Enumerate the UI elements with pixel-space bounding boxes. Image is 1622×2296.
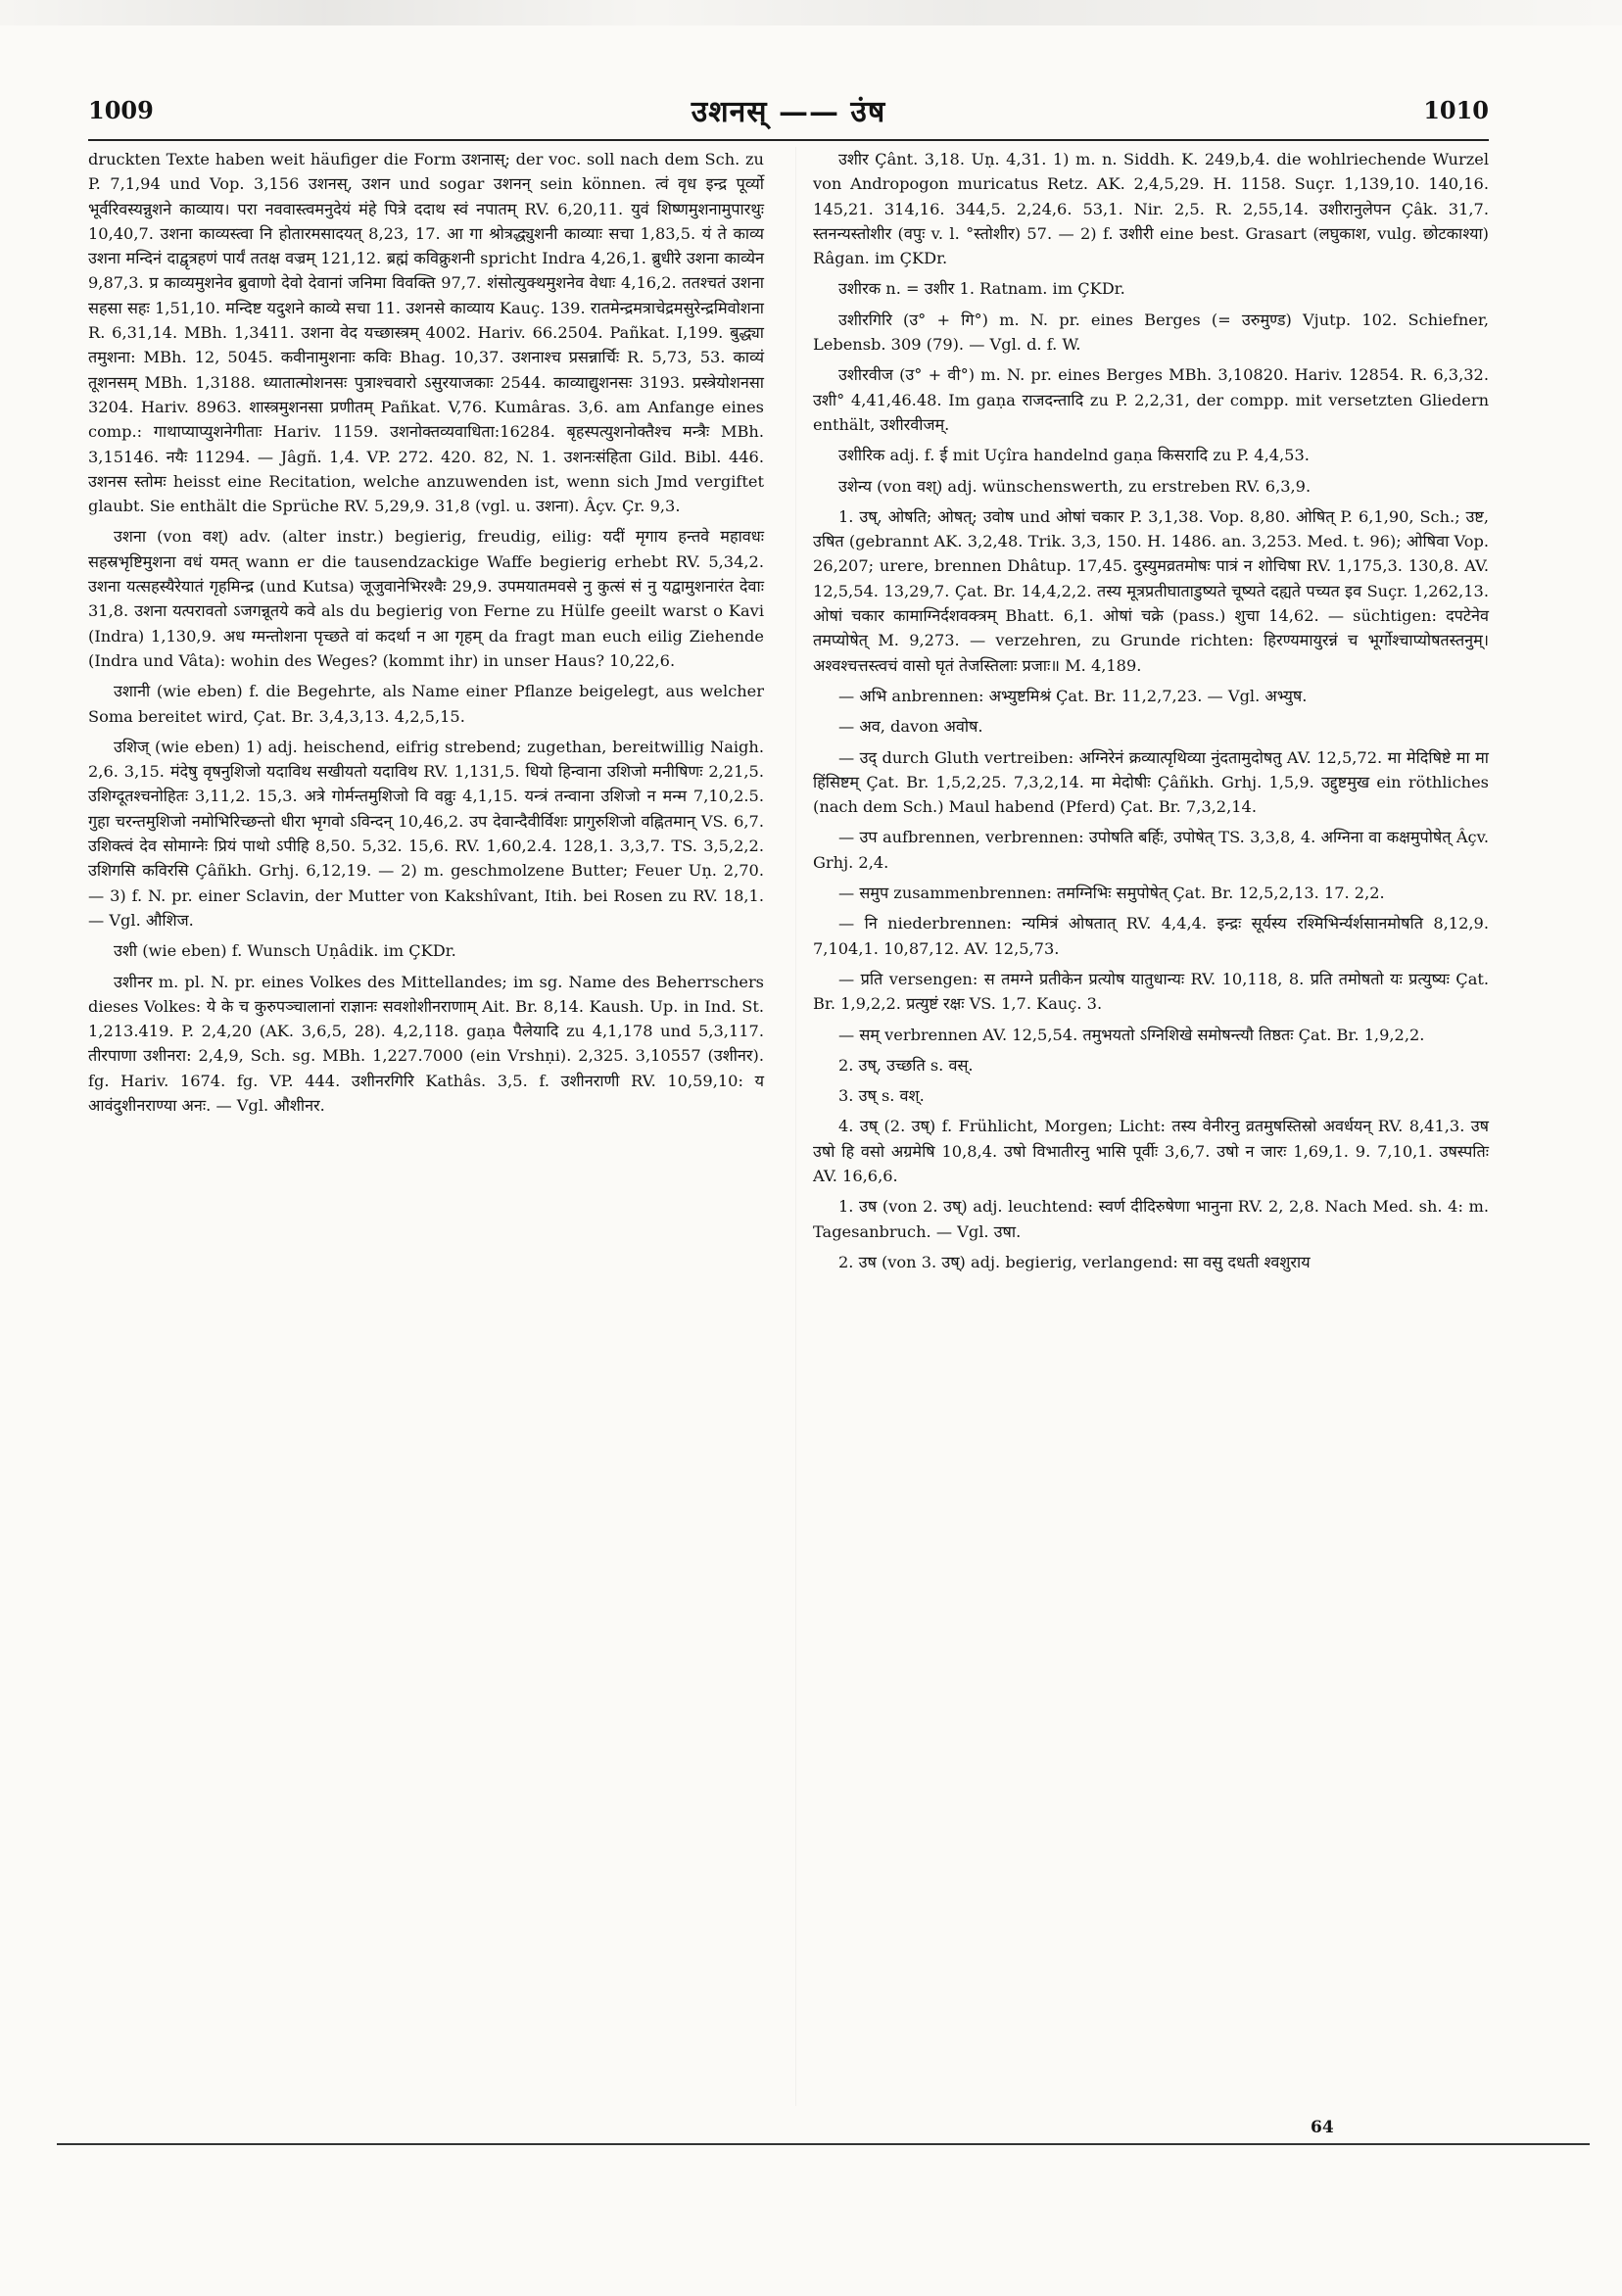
- entry-text: 3. उष् s. वश्.: [838, 1086, 925, 1106]
- dictionary-entry: [813, 1250, 1489, 1274]
- page-header: [88, 86, 1489, 135]
- dictionary-entry: [813, 1194, 1495, 1244]
- dictionary-entry: [88, 735, 770, 933]
- entry-text: — उद् durch Gluth vertreiben: अग्निरेनं क्रव्यात्पृथिव्या नुंदतामुदोषतु AV. 12,5,72. मा मेदिषिष्टे मा मा हिंसिष्टम् Çat. Br. 1,5,2,25. 7,3,2,14. मा मेदोषीः Çâñkh. Grhj. 1,5,9. उद्दुष्टमुख ein röthliches (nach dem Sch.) Maul habend (Pferd) Çat. Br. 7,3,2,14.: [813, 747, 1495, 817]
- dictionary-entry: [88, 679, 770, 729]
- dictionary-entry: [813, 147, 1495, 270]
- dictionary-entry: [813, 825, 1495, 875]
- entry-text: druckten Texte haben weit häufiger die Form उशनास्; der voc. soll nach dem Sch. zu P. 7,1,94 und Vop. 3,156 उशनस्, उशन und sogar उशनन् sein können. त्वं वृध इन्द्र पूर्व्यो भूर्वरिवस्यन्नुशने काव्याय। परा नववास्त्वमनुदेयं मंहे पित्रे ददाथ स्वं नपातम् RV. 6,20,11. युवं शिष्णमुशनामुपारथुः 10,40,7. उशना काव्यस्त्वा नि होतारमसादयत् 8,23, 17. आ गा श्रोत्रद्ध्युशनी काव्याः सचा 1,83,5. यं ते काव्य उशना मन्दिनं दाद्वृत्रहणं पार्यं ततक्ष वज्रम् 121,12. ब्रह्मं कविक्रुशनी spricht Indra 4,26,1. ब्रुधीरे उशना काव्येन 9,87,3. प्र काव्यमुशनेव ब्रुवाणो देवो देवानां जनिमा विवक्ति 97,7. शंसोत्युक्थमुशनेव वेधाः 4,16,2. ततश्चतं उशना सहसा सहः 1,51,10. मन्दिष्ट यदुशने काव्ये सचा 11. उशनसे काव्याय Kauç. 139. रातमेन्द्रमत्राचेद्रमसुरेन्द्रमिवोशना R. 6,31,14. MBh. 1,3411. उशना वेद यच्छास्त्रम् 4002. Hariv. 66.2504. Pañkat. I,199. बुद्ध्या तमुशना: MBh. 12, 5045. कवीनामुशनाः कविः Bhag. 10,37. उशनाश्च प्रसन्नार्चिः R. 5,73, 53. काव्यं तूशनसम् MBh. 1,3188. ध्यातात्मोशनसः पुत्राश्चवारो ऽसुरयाजकाः 2544. काव्याद्युशनसः 3193. प्रस्त्रेयोशनसा 3204. Hariv. 8963. शास्त्रमुशनसा प्रणीतम् Pañkat. V,76. Kumâras. 3,6. am Anfange eines comp.: गाथाप्याप्युशनेगीताः Hariv. 1159. उशनोक्तव्यवाधिता:16284. बृहस्पत्युशनोक्तैश्च मन्त्रैः MBh. 3,15146. नयैः 11294. — Jâgñ. 1,4. VP. 272. 420. 82, N. 1. उशनःसंहिता Gild. Bibl. 446. उशनस स्तोमः heisst eine Recitation, welche anzuwenden ist, wenn sich Jmd vergiftet glaubt. Sie enthält die Sprüche RV. 5,29,9. 31,8 (vgl. u. उशना). Âçv. Çr. 9,3.: [88, 150, 770, 516]
- column-gutter: [795, 147, 796, 2106]
- entry-text: — प्रति versengen: स तमग्ने प्रतीकेन प्रत्योष यातुधान्यः RV. 10,118, 8. प्रति तमोषतो यः प्रत्युष्यः Çat. Br. 1,9,2,2. प्रत्युष्टं रक्षः VS. 1,7. Kauç. 3.: [813, 969, 1495, 1014]
- footer-rule: [57, 2143, 1590, 2145]
- dictionary-entry: [813, 504, 1495, 678]
- running-head: उशनस् —— उंष: [691, 95, 886, 129]
- left-page-number: 1009: [88, 96, 154, 124]
- entry-text: उशीरगिरि (उ° + गि°) m. N. pr. eines Berges (= उरुमुण्ड) Vjutp. 102. Schiefner, Lebensb. 309 (79). — Vgl. d. f. W.: [813, 310, 1495, 355]
- entry-text: — अभि anbrennen: अभ्युष्टमिश्रं Çat. Br. 11,2,7,23. — Vgl. अभ्युष.: [838, 686, 1308, 705]
- dictionary-entry: [813, 474, 1489, 499]
- entry-text: — अव, davon अवोष.: [838, 717, 983, 737]
- entry-text: उशीरिक adj. f. ई mit Uçîra handelnd gaṇa किसरादि zu P. 4,4,53.: [838, 446, 1310, 465]
- dictionary-entry: [813, 276, 1489, 301]
- entry-text: उशीनर m. pl. N. pr. eines Volkes des Mittellandes; im sg. Name des Beherrschers dieses Volkes: ये के च कुरुपञ्चालानां राज्ञानः सवशोशीनराणाम् Ait. Br. 8,14. Kaush. Up. in Ind. St. 1,213.419. P. 2,4,20 (AK. 3,6,5, 28). 4,2,118. gaṇa पैलेयादि zu 4,1,178 und 5,3,117. तीरपाणा उशीनरा: 2,4,9, Sch. sg. MBh. 1,227.7000 (ein Vrshṇi). 2,325. 3,10557 (उशीनर). fg. Hariv. 1674. fg. VP. 444. उशीनरगिरि Kathâs. 3,5. f. उशीनराणी RV. 10,59,10: य आवंदुशीनराण्या अनः. — Vgl. औशीनर.: [88, 972, 770, 1115]
- dictionary-entry: [813, 967, 1495, 1017]
- entry-text: — सम् verbrennen AV. 12,5,54. तमुभयतो ऽग्निशिखे समोषन्त्यौ तिष्ठतः Çat. Br. 1,9,2,2.: [838, 1025, 1425, 1044]
- dictionary-entry: [813, 362, 1495, 437]
- left-column: [88, 147, 770, 1124]
- dictionary-entry: [813, 684, 1489, 708]
- entry-text: — उप aufbrennen, verbrennen: उपोषति बर्हिः, उपोषेत् TS. 3,3,8, 4. अग्निना वा कक्षमुपोषेत् Âçv. Grhj. 2,4.: [813, 828, 1495, 872]
- dictionary-entry: [813, 881, 1489, 905]
- entry-text: उशीरवीज (उ° + वी°) m. N. pr. eines Berges MBh. 3,10820. Hariv. 12854. R. 6,3,32. उशी° 4,41,46.48. Im gaṇa राजदन्तादि zu P. 2,2,31, der compp. mit versetzten Gliedern enthält, उशीरवीजम्.: [813, 365, 1495, 434]
- scan-edge-noise: [0, 0, 1622, 25]
- entry-text: 2. उष (von 3. उष्) adj. begierig, verlangend: सा वसु दधती श्वशुराय: [838, 1252, 1311, 1271]
- entry-text: उशिज् (wie eben) 1) adj. heischend, eifrig strebend; zugethan, bereitwillig Naigh. 2,6. 3,15. मंदेषु वृषनुशिजो यदाविथ सखीयतो यदाविथ RV. 1,131,5. धियो हिन्वाना उशिजो मनीषिणः 2,21,5. उशिग्दूतश्चनोहितः 3,11,2. 15,3. अत्रे गोर्मन्तमुशिजो वि वव्रुः 4,1,15. यन्त्रं तन्वाना उशिजो न मन्म 7,10,2.5. गुहा चरन्तमुशिजो नमोभिरिच्छन्तो धीरा भृगवो ऽविन्दन् 10,46,2. उप देवान्दैवीर्विशः प्रागुरुशिजो वह्नितमान् VS. 6,7. उशिक्त्वं देव सोमाग्नेः प्रियं पाथो ऽपीहि 8,50. 5,32. 15,6. RV. 1,60,2.4. 128,1. 3,3,7. TS. 3,5,2,2. उशिगसि कविरसि Çâñkh. Grhj. 6,12,19. — 2) m. geschmolzene Butter; Feuer Uṇ. 2,70. — 3) f. N. pr. einer Sclavin, der Mutter von Kakshîvant, Itih. bei Rosen zu RV. 18,1. — Vgl. औशिज.: [88, 737, 770, 930]
- entry-text: — नि niederbrennen: न्यमित्रं ओषतात् RV. 4,4,4. इन्द्रः सूर्यस्य रश्मिभिर्न्यर्शसानमोषति 8,12,9. 7,104,1. 10,87,12. AV. 12,5,73.: [813, 914, 1495, 958]
- entry-text: 1. उष्, ओषति; ओषत्; उवोष und ओषां चकार P. 3,1,38. Vop. 8,80. ओषित् P. 6,1,90, Sch.; उष्ट, उषित (gebrannt AK. 3,2,48. Trik. 3,3, 150. H. 1486. an. 3,253. Med. t. 96); ओषिवा Vop. 26,207; urere, brennen Dhâtup. 17,45. दुस्युमव्रतमोषः पात्रं न शोचिषा RV. 1,175,3. 130,8. AV. 12,5,54. 13,29,7. Çat. Br. 14,4,2,2. तस्य मूत्रप्रतीघाताडुष्यते चूष्यते दह्यते पच्यत इव Suçr. 1,262,13. ओषां चकार कामाग्निर्दशवक्त्रम् Bhatt. 6,1. ओषां चक्रे (pass.) शुचा 14,62. — süchtigen: दपटेनेव तमप्योषेत् M. 9,273. — verzehren, zu Grunde richten: हिरण्यमायुरन्नं च भूर्गोश्चाप्योषतस्तनुम्। अश्वश्चत्तस्त्वचं वासो घृतं तेजस्तिलाः प्रजाः॥ M. 4,189.: [813, 506, 1495, 675]
- dictionary-entry: [813, 308, 1495, 358]
- entry-text: उशना (von वश्) adv. (alter instr.) begierig, freudig, eilig: यदीं मृगाय हन्तवे महावधः सहस्रभृष्टिमुशना वधं यमत् wann er die tausendzackige Waffe begierig erhebt RV. 5,34,2. उशना यत्सहस्यैरेयातं गृहमिन्द्र (und Kutsa) जूजुवानेभिरश्वैः 29,9. उपमयातमवसे नु कुत्सं सं नु यद्वामुशनारंत देवाः 31,8. उशना यत्परावतो ऽजगन्नूतये कवे als du begierig von Ferne zu Hülfe geeilt warst o Kavi (Indra) 1,130,9. अध ग्मन्तोशना पृच्छते वां कदर्था न आ गृहम् da fragt man euch eilig Ziehende (Indra und Vâta): wohin des Weges? (kommt ihr) in unser Haus? 10,22,6.: [88, 527, 770, 670]
- right-column: [813, 147, 1495, 1280]
- dictionary-entry: [88, 938, 764, 963]
- entry-text: उशीर Çânt. 3,18. Uṇ. 4,31. 1) m. n. Siddh. K. 249,b,4. die wohlriechende Wurzel von Andropogon muricatus Retz. AK. 2,4,5,29. H. 1158. Suçr. 1,139,10. 140,16. 145,21. 314,16. 344,5. 2,24,6. 53,1. Nir. 2,5. R. 2,55,14. उशीरानुलेपन Çâk. 31,7. स्तनन्यस्तोशीर (वपुः v. l. °स्तोशीर) 57. — 2) f. उशीरी eine best. Grasart (लघुकाश, vulg. छोटकाश्या) Râgan. im ÇKDr.: [813, 150, 1495, 268]
- dictionary-entry: [813, 1023, 1489, 1047]
- dictionary-entry: [813, 714, 1489, 739]
- dictionary-entry: [813, 443, 1489, 467]
- entry-text: 1. उष (von 2. उष्) adj. leuchtend: स्वर्ण दीदिरुषेणा भानुना RV. 2, 2,8. Nach Med. sh. 4: m. Tagesanbruch. — Vgl. उषा.: [813, 1197, 1495, 1241]
- dictionary-entry: [88, 147, 770, 518]
- entry-text: — समुप zusammenbrennen: तमग्निभिः समुपोषेत् Çat. Br. 12,5,2,13. 17. 2,2.: [838, 884, 1385, 903]
- dictionary-entry: [813, 1053, 1489, 1077]
- entry-text: उशी (wie eben) f. Wunsch Uṇâdik. im ÇKDr.: [114, 941, 456, 961]
- entry-text: 2. उष्, उच्छति s. वस्.: [838, 1055, 974, 1075]
- dictionary-entry: [813, 1083, 1489, 1108]
- right-page-number: 1010: [1423, 96, 1489, 124]
- entry-text: उशानी (wie eben) f. die Begehrte, als Name einer Pflanze beigelegt, aus welcher Soma bereitet wird, Çat. Br. 3,4,3,13. 4,2,5,15.: [88, 682, 770, 726]
- dictionary-entry: [88, 524, 770, 673]
- dictionary-entry: [813, 1114, 1495, 1188]
- dictionary-entry: [813, 745, 1495, 820]
- folio-signature: 64: [1311, 2118, 1334, 2137]
- header-rule: [88, 139, 1489, 141]
- dictionary-entry: [813, 911, 1495, 961]
- entry-text: उशेन्य (von वश्) adj. wünschenswerth, zu erstreben RV. 6,3,9.: [838, 476, 1312, 496]
- entry-text: 4. उष् (2. उष्) f. Frühlicht, Morgen; Licht: तस्य वेनीरनु व्रतमुषस्तिस्रो अवर्धयन् RV. 8,41,3. उष उषो हि वसो अग्रमेषि 10,8,4. उषो विभातीरनु भासि पूर्वीः 3,6,7. उषो न जारः 1,69,1. 9. 7,10,1. उषस्पतिः AV. 16,6,6.: [813, 1117, 1495, 1185]
- dictionary-entry: [88, 970, 770, 1119]
- entry-text: उशीरक n. = उशीर 1. Ratnam. im ÇKDr.: [838, 279, 1125, 299]
